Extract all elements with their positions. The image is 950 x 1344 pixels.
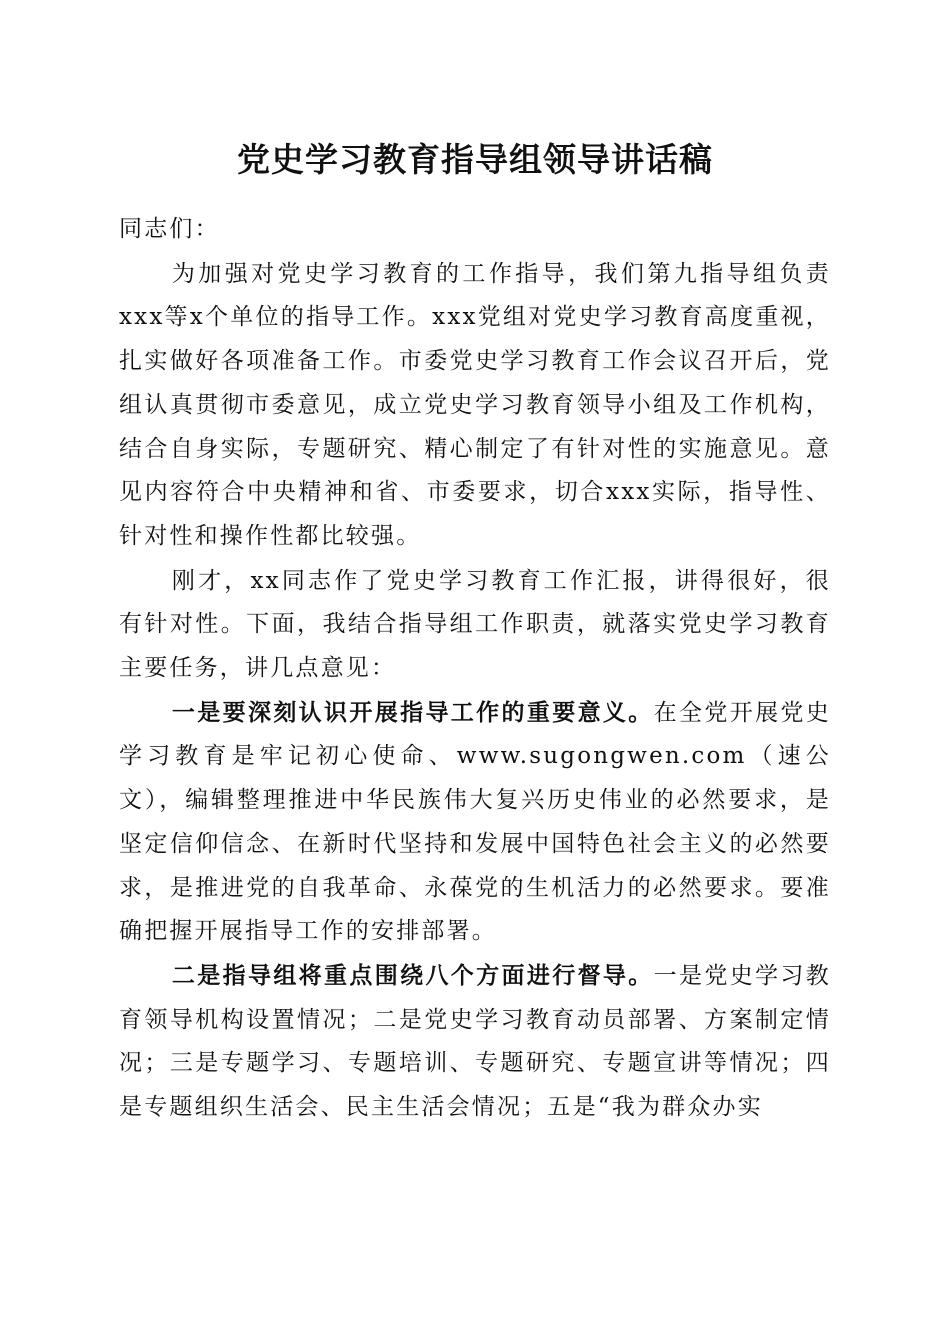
paragraph-text: 在全党开展党史学习教育是牢记初心使命、www.sugongwen.com（速公文），编辑整理推进中华民族伟大复兴历史伟业的必然要求，是坚定信仰信念、在新时代坚持和发展中国特色社会主义的必然要求，是推进党的自我革命、永葆党的生机活力的必然要求。要准确把握开展指导工作的安排部署。 (119, 699, 831, 945)
paragraph-text: 为加强对党史学习教育的工作指导，我们第九指导组负责xxx等x个单位的指导工作。xxx党组对党史学习教育高度重视，扎实做好各项准备工作。市委党史学习教育工作会议召开后，党组认真贯彻市委意见，成立党史学习教育领导小组及工作机构，结合自身实际，专题研究、精心制定了有针对性的实施意见。意见内容符合中央精神和省、市委要求，切合xxx实际，指导性、针对性和操作性都比较强。 (119, 260, 831, 549)
page-title: 党史学习教育指导组领导讲话稿 (237, 140, 713, 179)
paragraph-text: 一是党史学习教育领导机构设置情况；二是党史学习教育动员部署、方案制定情况；三是专题学习、专题培训、专题研究、专题宣讲等情况；四是专题组织生活会、民主生活会情况；五是“我为群众办实 (119, 962, 831, 1121)
paragraph (119, 954, 831, 1130)
paragraph (119, 252, 831, 559)
paragraph-text: 刚才，xx同志作了党史学习教育工作汇报，讲得很好，很有针对性。下面，我结合指导组工作职责，就落实党史学习教育主要任务，讲几点意见： (119, 567, 831, 682)
paragraph-lead: 一是要深刻认识开展指导工作的重要意义。 (171, 698, 654, 726)
paragraph-lead: 二是指导组将重点围绕八个方面进行督导。 (171, 961, 654, 989)
document-body (119, 208, 831, 1130)
paragraph (119, 559, 831, 691)
paragraph (119, 691, 831, 954)
salutation: 同志们： (119, 216, 220, 242)
